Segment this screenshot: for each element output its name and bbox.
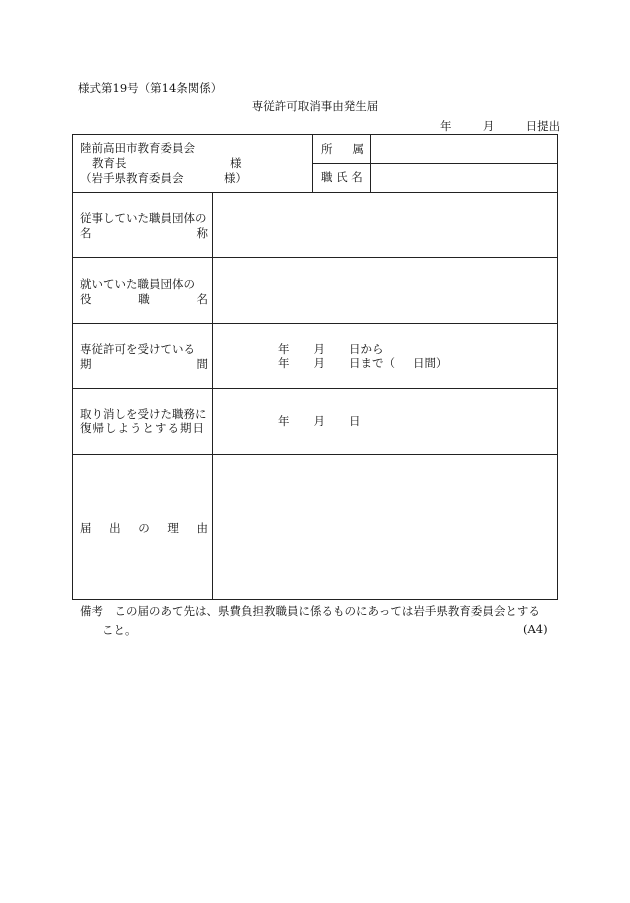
return-date-value[interactable]: 年 月 日: [278, 414, 361, 428]
note-text-continued: こと。: [102, 623, 137, 637]
date-year-label: 年: [440, 119, 452, 133]
period-label: 専従許可を受けている: [80, 342, 195, 356]
paper-size-label: (A4): [523, 622, 548, 636]
addressee-board: 陸前高田市教育委員会: [80, 141, 195, 155]
period-from[interactable]: 年 月 日から: [278, 342, 384, 356]
position-label-2: 役 職 名: [80, 292, 208, 306]
note-text: 備考 この届のあて先は、県費負担教職員に係るものにあっては岩手県教育委員会とする: [80, 604, 540, 618]
name-label: 職 氏 名: [321, 170, 363, 184]
reason-label: 届 出 の 理 由: [80, 521, 208, 535]
period-label-2: 期 間: [80, 357, 208, 371]
affiliation-label: 所 属: [321, 142, 364, 156]
reason-field[interactable]: [213, 455, 557, 599]
addressee-superintendent: 教育長: [92, 156, 127, 170]
form-number: 様式第19号（第14条関係）: [78, 81, 223, 95]
date-day-label: 日提出: [525, 119, 561, 133]
org-name-field[interactable]: [213, 193, 557, 256]
affiliation-field[interactable]: [371, 135, 557, 162]
document-title: 専従許可取消事由発生届: [251, 99, 379, 113]
name-field[interactable]: [371, 164, 557, 191]
position-field[interactable]: [213, 258, 557, 322]
submission-date: [440, 118, 560, 134]
period-to[interactable]: 年 月 日まで（ 日間）: [278, 356, 448, 370]
org-name-label: 従事していた職員団体の: [80, 211, 207, 225]
addressee-prefecture-honorific: 様）: [224, 171, 247, 185]
date-month-label: 月: [482, 119, 495, 133]
position-label: 就いていた職員団体の: [80, 277, 195, 291]
org-name-label-2: 名 称: [80, 226, 208, 240]
return-date-label: 取り消しを受けた職務に: [80, 407, 207, 421]
return-date-label-2: 復帰しようとする期日: [80, 421, 205, 435]
addressee-honorific: 様: [230, 156, 242, 170]
addressee-prefecture: （岩手県教育委員会: [80, 171, 184, 185]
